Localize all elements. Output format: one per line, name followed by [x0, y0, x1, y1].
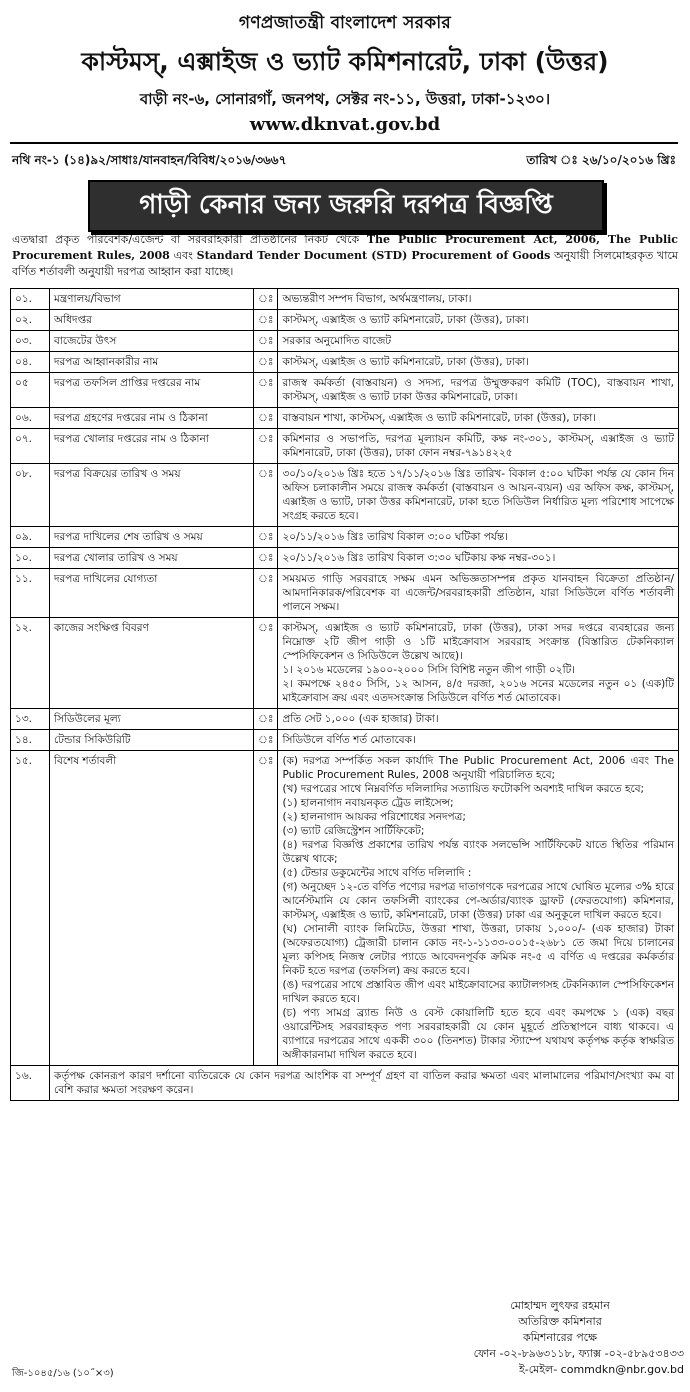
row-number: ০৪. [11, 352, 50, 373]
row-value: ২০/১১/২০১৬ খ্রিঃ তারিখ বিকাল ৩:৩০ ঘটিকায় কক্ষ নম্বর-৩০১। [278, 548, 679, 569]
row-separator: ঃ [254, 408, 278, 429]
row-number: ১৫. [11, 751, 50, 1066]
signatory-title: অতিরিক্ত কমিশনার [518, 1315, 602, 1328]
row-number: ১১. [11, 569, 50, 618]
row-label: দরপত্র খোলার দপ্তরের নাম ও ঠিকানা [50, 429, 254, 464]
row-label: দরপত্র দাখিলের শেষ তারিখ ও সময় [50, 527, 254, 548]
row-label: দরপত্র খোলার তারিখ ও সময় [50, 548, 254, 569]
row-value: কাস্টমস্, এক্সাইজ ও ভ্যাট কমিশনারেট, ঢাকা (উত্তর), ঢাকা সদর দপ্তরে ব্যবহারের জন্য নিম্নোক্ত ২টি জীপ গাড়ী ও ১টি মাইক্রোবাস সরবরাহ সংক্রান্ত (বিস্তারিত টেকনিক্যাল স্পেসিফিকেশন ও সিডিউলে উল্লেখ আছে)। ১। ২০১৬ মডেলের ১৯০০-২০০০ সিসি বিশিষ্ট নতুন জীপ গাড়ী ০২টি। ২। কমপক্ষে ২৪৫০ সিসি, ১২ আসন, ৪/৫ দরজা, ২০১৬ সনের মডেলের নতুন ০১ (এক)টি মাইক্রোবাস ক্রয় এবং এতদসংক্রান্ত সিডিউলে বর্ণিত শর্ত মোতাবেক। [278, 618, 679, 709]
notice-date: তারিখ ঃ ২৬/১০/২০১৬ খ্রিঃ [526, 153, 676, 167]
signatory-name: মোহাম্মদ লুৎফর রহমান [510, 1299, 610, 1312]
table-row [11, 373, 679, 408]
table-row [11, 527, 679, 548]
row-separator: ঃ [254, 548, 278, 569]
table-row [11, 730, 679, 751]
row-separator: ঃ [254, 751, 278, 1066]
table-row [11, 331, 679, 352]
row-separator: ঃ [254, 310, 278, 331]
row-number: ১৬. [11, 1066, 50, 1101]
intro-paragraph [12, 232, 678, 280]
office-address: বাড়ী নং-৬, সোনারগাঁ, জনপথ, সেক্টর নং-১১, উত্তরা, ঢাকা-১২৩০। [139, 90, 551, 108]
table-row [11, 429, 679, 464]
row-value: কমিশনার ও সভাপতি, দরপত্র মূল্যায়ন কমিটি, কক্ষ নং-৩০১, কাস্টমস্, এক্সাইজ ও ভ্যাট কমিশনারেট, ঢাকা (উত্তর), ঢাকা ফোন নম্বর-৭৯১৪২২৫ [278, 429, 679, 464]
table-row [11, 618, 679, 709]
row-number: ০১. [11, 289, 50, 310]
row-number: ০৮. [11, 464, 50, 527]
row-value: বাস্তবায়ন শাখা, কাস্টমস্, এক্সাইজ ও ভ্যাট কমিশনারেট, ঢাকা (উত্তর), ঢাকা। [278, 408, 679, 429]
row-value: ৩০/১০/২০১৬ খ্রিঃ হতে ১৭/১১/২০১৬ খ্রিঃ তারিখ- বিকাল ৫:০০ ঘটিকা পর্যন্ত যে কোন দিন অফিস চলাকালীন সময়ে রাজস্ব কর্মকর্তা (বাস্তবায়ন ও আয়ন-ব্যয়ন) এর অফিস কক্ষ, কাস্টমস্, এক্সাইজ ও ভ্যাট, ঢাকা উত্তর কমিশনারেট, ঢাকা হতে সিডিউল নির্ধারিত মূল্য পরিশোধ সাপেক্ষে সংগ্রহ করতে হবে। [278, 464, 679, 527]
table-row [11, 310, 679, 331]
row-value: সরকার অনুমোদিত বাজেট [278, 331, 679, 352]
row-number: ১০. [11, 548, 50, 569]
row-value: রাজস্ব কর্মকর্তা (বাস্তবায়ন) ও সদস্য, দরপত্র উম্মুক্তকরণ কমিটি (TOC), বাস্তবায়ন শাখা, কাস্টমস্, এক্সাইজ ও ভ্যাট ঢাকা উত্তর কমিশনারেট, ঢাকা। [278, 373, 679, 408]
row-number: ১৩. [11, 709, 50, 730]
tender-details-table [10, 288, 679, 1101]
row-separator: ঃ [254, 709, 278, 730]
row-separator: ঃ [254, 429, 278, 464]
row-number: ০৬. [11, 408, 50, 429]
intro-std: Standard Tender Document (STD) Procurement of Goods [196, 249, 551, 262]
row-label: দরপত্র বিক্রয়ের তারিখ ও সময় [50, 464, 254, 527]
reference-number: নথি নং-১ (১৪)৯২/সাধাঃ/যানবাহন/বিবিধ/২০১৬/৩৬৬৭ [12, 153, 287, 167]
row-label: দরপত্র তফসিল প্রাপ্তির দপ্তরের নাম [50, 373, 254, 408]
row-label: বিশেষ শর্তাবলী [50, 751, 254, 1066]
row-separator: ঃ [254, 569, 278, 618]
row-number: ০৫ [11, 373, 50, 408]
table-row [11, 569, 679, 618]
row-number: ১২. [11, 618, 50, 709]
row-separator: ঃ [254, 464, 278, 527]
table-row [11, 408, 679, 429]
row-label: সিডিউলের মূল্য [50, 709, 254, 730]
table-row [11, 751, 679, 1066]
table-row [11, 289, 679, 310]
row-number: ০৩. [11, 331, 50, 352]
row-separator: ঃ [254, 618, 278, 709]
row-number: ০৯. [11, 527, 50, 548]
contact-block [440, 1346, 684, 1378]
row-number: ০২. [11, 310, 50, 331]
signature-block [440, 1298, 680, 1346]
phone-fax: ফোন -০২-৮৯৬৩১১৮, ফ্যাক্স -০২-৫৮৯৫৩৪৩৩ [473, 1347, 684, 1360]
row-separator: ঃ [254, 730, 278, 751]
row-value: অভ্যন্তরীণ সম্পদ বিভাগ, অর্থমন্ত্রণালয়, ঢাকা। [278, 289, 679, 310]
signatory-onbehalf: কমিশনারের পক্ষে [522, 1331, 598, 1344]
notice-banner: গাড়ী কেনার জন্য জরুরি দরপত্র বিজ্ঞপ্তি [88, 180, 604, 232]
website-link[interactable]: www.dknvat.gov.bd [249, 114, 441, 135]
row-label: কাজের সংক্ষিপ্ত বিবরণ [50, 618, 254, 709]
row-label: মন্ত্রণালয়/বিভাগ [50, 289, 254, 310]
row-label: দরপত্র আহ্বানকারীর নাম [50, 352, 254, 373]
row-value: সময়মত গাড়ি সরবরাহে সক্ষম এমন অভিজ্ঞতাসম্পন্ন প্রকৃত যানবাহন বিক্রেতা প্রতিষ্ঠান/আমদানিকারক/পরিবেশক বা এজেন্ট/সরবরাহকারী প্রতিষ্ঠান, যারা সিডিউলে বর্ণিত শর্তাবলী পালনে সক্ষম। [278, 569, 679, 618]
row-label: টেন্ডার সিকিউরিটি [50, 730, 254, 751]
intro-text-2: এবং [173, 249, 193, 262]
intro-text-3: অনুযায়ী সিলমোহরকৃত খামে বর্ণিত শর্তাবলী অনুযায়ী দরপত্র আহ্বান করা যাচ্ছে। [12, 249, 678, 278]
row-value: (ক) দরপত্র সম্পর্কিত সকল কার্যাদি The Public Procurement Act, 2006 এবং The Public Procurement Rules, 2008 অনুযায়ী পরিচালিত হবে; (খ) দরপত্রের সাথে নিম্নবর্ণিত দলিলাদির সত্যায়িত ফটোকপি অবশ্যই দাখিল করতে হবে; (১) হালনাগাদ নবায়নকৃত ট্রেড লাইসেন্স; (২) হালনাগাদ আয়কর পরিশোধের সনদপত্র; (৩) ভ্যাট রেজিস্ট্রেশন সার্টিফিকেট; (৪) দরপত্র বিজ্ঞপ্তি প্রকাশের তারিখ পর্যন্ত ব্যাংক সলভেন্সি সার্টিফিকেট যাতে স্থিতির পরিমান উল্লেখ থাকে; (৫) টেন্ডার ডকুমেন্টের সাথে বর্ণিত দলিলাদি : (গ) অনুচ্ছেদ ১২-তে বর্ণিত পণ্যের দরপত্র দাতাগণকে দরপত্রের সাথে ঘোষিত মূল্যের ৩% হারে আর্নেস্টমানি যে কোন তফসিলী ব্যাংকের পে-অর্ডার/ব্যাংক ড্রাফট (ফেরতযোগ্য) কমিশনার, কাস্টমস্, এক্সাইজ ও ভ্যাট, কমিশনারেট, ঢাকা (উত্তর) ঢাকা এর অনুকূলে দাখিল করতে হবে। (ঘ) সোনালী ব্যাংক লিমিটেড, উত্তরা শাখা, উত্তরা, ঢাকায় ১,০০০/- (এক হাজার) টাকা (অফেরতযোগ্য) ট্রেজারী চালান কোড নং-১-১১৩৩-০০১৫-২৬৮১ তে জমা দিয়ে চালানের মূল্য কপিসহ নিজস্ব লেটার প্যাডে আবেদনপূর্বক ক্রমিক নং-৫ এ বর্ণিত এ দপ্তরের কর্মকর্তার নিকট হতে দরপত্র (তফসিল) ক্রয় করতে হবে। (ঙ) দরপত্রের সাথে প্রস্তাবিত জীপ এবং মাইক্রোবাসের ক্যাটালগসহ টেকনিক্যাল স্পেসিফিকেশন দাখিল করতে হবে। (চ) পণ্য সামগ্র ব্র্যান্ড নিউ ও বেস্ট কোয়ালিটি হতে হবে এবং কমপক্ষে ১ (এক) বছর ওয়ারেন্টিসহ সরবরাহকৃত পণ্য সরবরাহকারী যে কোন মুহূর্তে প্রতিস্থাপনে বাধ্য থাকবে। এ ব্যাপারে দরপত্রের সাথে এককী ৩০০ (তিনশত) টাকার স্ট্যাম্পে যথাযথ কর্তৃপক্ষ কর্তৃক স্বাক্ষরিত অঙ্গীকারনামা দাখিল করতে হবে। [278, 751, 679, 1066]
table-row [11, 548, 679, 569]
row-number: ১৪. [11, 730, 50, 751]
table-row [11, 709, 679, 730]
row-value: কাস্টমস্, এক্সাইজ ও ভ্যাট কমিশনারেট, ঢাকা (উত্তর), ঢাকা। [278, 310, 679, 331]
table-row [11, 1066, 679, 1101]
row-number: ০৭. [11, 429, 50, 464]
row-label: বাজেটের উৎস [50, 331, 254, 352]
row-value: প্রতি সেট ১,০০০ (এক হাজার) টাকা। [278, 709, 679, 730]
government-title: গণপ্রজাতন্ত্রী বাংলাদেশ সরকার [238, 13, 452, 33]
row-separator: ঃ [254, 373, 278, 408]
row-value: সিডিউলে বর্ণিত শর্ত মোতাবেক। [278, 730, 679, 751]
row-label: দরপত্র গ্রহণের দপ্তরের নাম ও ঠিকানা [50, 408, 254, 429]
row-separator: ঃ [254, 527, 278, 548]
row-separator: ঃ [254, 331, 278, 352]
row-value: কাস্টমস্, এক্সাইজ ও ভ্যাট কমিশনারেট, ঢাকা (উত্তর), ঢাকা। [278, 352, 679, 373]
email-address[interactable]: ই-মেইল- commdkn@nbr.gov.bd [519, 1363, 684, 1376]
intro-act: The Public Procurement Act, 2006, The Public Procurement Rules, 2008 [12, 233, 678, 262]
row-value: কর্তৃপক্ষ কোনরূপ কারণ দর্শানো ব্যতিরেকে যে কোন দরপত্র আংশিক বা সম্পূর্ণ গ্রহণ বা বাতিল করার ক্ষমতা এবং মালামালের পরিমাণ/সংখ্যা কম বা বেশি করার ক্ষমতা সংরক্ষণ করেন। [50, 1066, 679, 1101]
row-separator: ঃ [254, 289, 278, 310]
header-divider [10, 142, 678, 144]
row-label: অধিদপ্তর [50, 310, 254, 331]
table-row [11, 464, 679, 527]
table-row [11, 352, 679, 373]
row-label: দরপত্র দাখিলের যোগ্যতা [50, 569, 254, 618]
row-separator: ঃ [254, 352, 278, 373]
footer-code: জি-১০৪৫/১৬ (১০˝×৩) [12, 1368, 114, 1379]
row-value: ২০/১১/২০১৬ খ্রিঃ তারিখ বিকাল ৩:০০ ঘটিকা পর্যন্ত। [278, 527, 679, 548]
intro-text-1: এতদ্বারা প্রকৃত পরিবেশক/এজেন্ট বা সরবরাহকারী প্রতিষ্ঠানের নিকট থেকে [12, 233, 360, 246]
office-title: কাস্টমস্, এক্সাইজ ও ভ্যাট কমিশনারেট, ঢাকা (উত্তর) [81, 47, 609, 76]
